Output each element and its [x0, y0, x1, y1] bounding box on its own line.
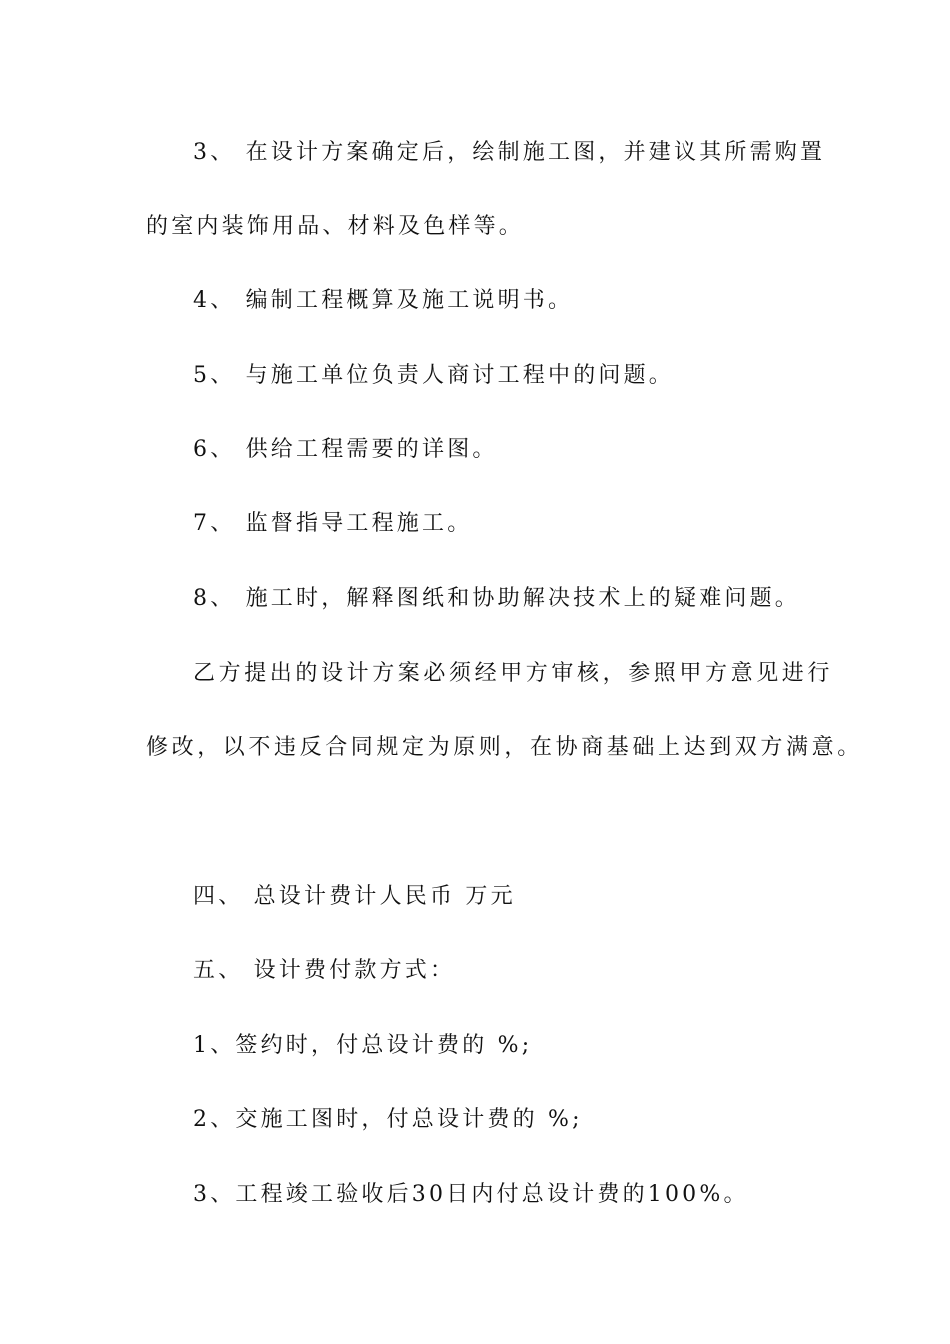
paragraph-line-item-3-cont: 的室内装饰用品、材料及色样等。: [146, 214, 525, 239]
section-heading-total-fee: 四、 总设计费计人民币 万元: [193, 884, 516, 909]
paragraph-line-item-6: 6、 供给工程需要的详图。: [193, 437, 498, 462]
payment-item-3: 3、工程竣工验收后30日内付总设计费的100%。: [193, 1182, 749, 1207]
payment-item-2: 2、交施工图时，付总设计费的 %;: [193, 1107, 583, 1132]
paragraph-line-review-cont: 修改，以不违反合同规定为原则，在协商基础上达到双方满意。: [146, 735, 863, 760]
payment-item-1: 1、签约时，付总设计费的 %;: [193, 1033, 533, 1058]
paragraph-line-item-7: 7、 监督指导工程施工。: [193, 511, 473, 536]
paragraph-line-review: 乙方提出的设计方案必须经甲方审核，参照甲方意见进行: [193, 661, 834, 686]
paragraph-line-item-8: 8、 施工时，解释图纸和协助解决技术上的疑难问题。: [193, 586, 800, 611]
paragraph-line-item-4: 4、 编制工程概算及施工说明书。: [193, 288, 574, 313]
section-heading-payment-method: 五、 设计费付款方式：: [193, 958, 456, 983]
paragraph-line-item-3: 3、 在设计方案确定后，绘制施工图，并建议其所需购置: [193, 140, 826, 165]
paragraph-line-item-5: 5、 与施工单位负责人商讨工程中的问题。: [193, 363, 674, 388]
